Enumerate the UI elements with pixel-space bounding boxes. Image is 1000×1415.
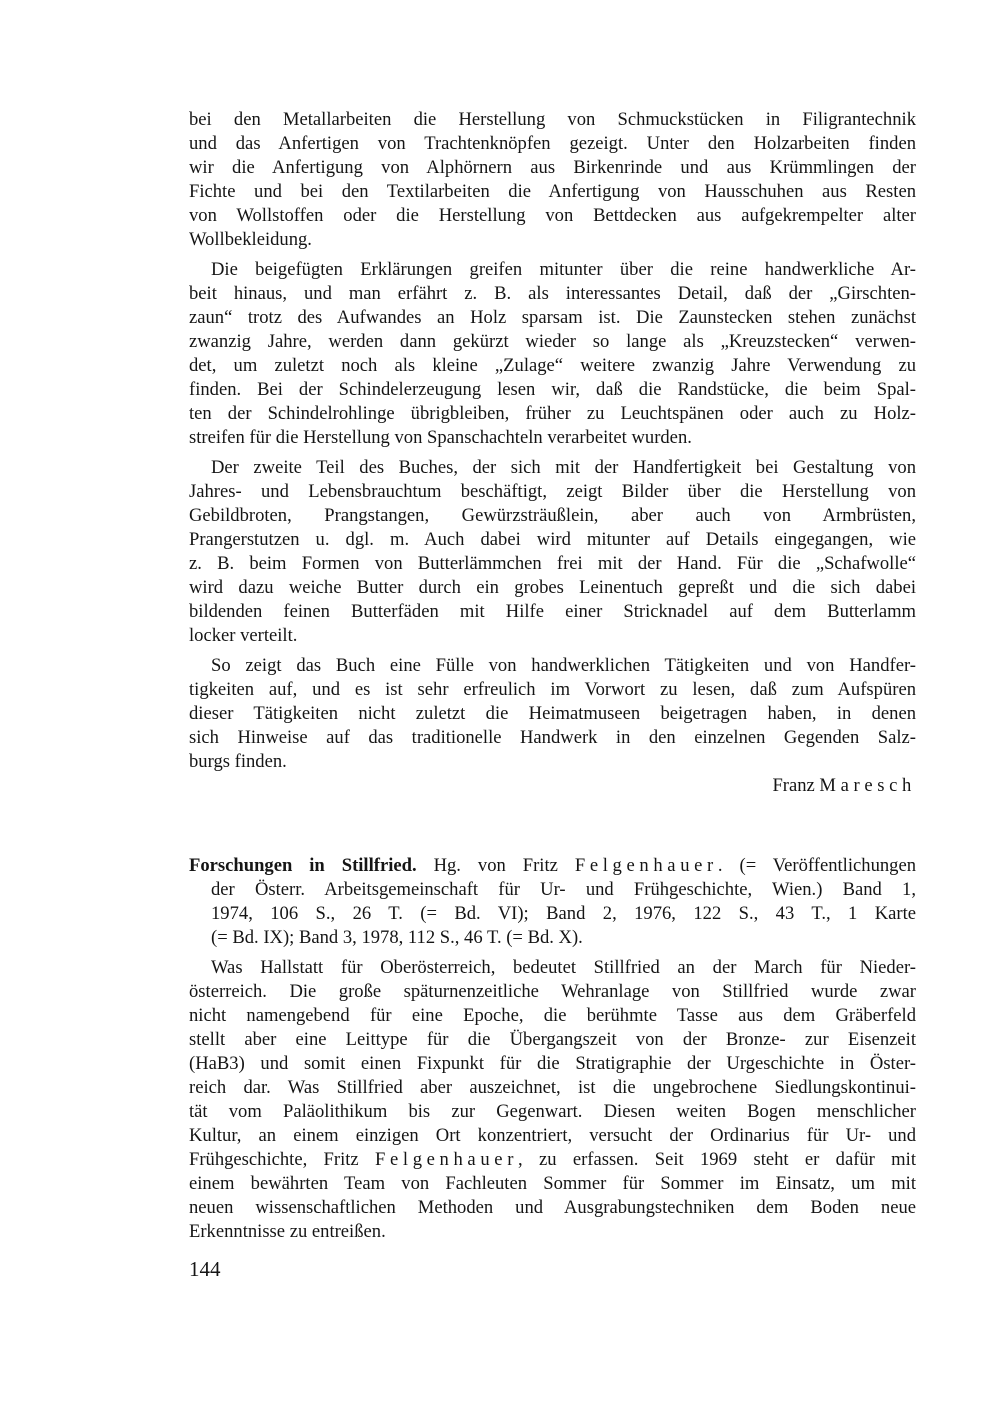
text-line: zwanzig Jahre, werden dann gekürzt wieder so lange als „Kreuzstecken“ verwen-	[189, 331, 916, 352]
text-line: nicht namengebend für eine Epoche, die berühmte Tasse aus dem Gräberfeld	[189, 1005, 916, 1026]
text-line: Erkenntnisse zu entreißen.	[189, 1221, 386, 1242]
text-line: streifen für die Herstellung von Spanschachteln verarbeitet wurden.	[189, 427, 692, 448]
paragraph-erklaerungen	[189, 258, 916, 450]
text-line: tät vom Paläolithikum bis zur Gegenwart. Diesen weiten Bogen menschlicher	[189, 1101, 916, 1122]
author-signature	[189, 774, 916, 798]
text-line: Die beigefügten Erklärungen greifen mitunter über die reine handwerkliche Ar-	[211, 259, 916, 280]
text-line: reich dar. Was Stillfried aber auszeichnet, ist die ungebrochene Siedlungskontinui-	[189, 1077, 916, 1098]
text-line: Wollbekleidung.	[189, 229, 312, 250]
text-line: stellt aber eine Leittype für die Übergangszeit von der Bronze- zur Eisenzeit	[189, 1029, 916, 1050]
text-line: Fichte und bei den Textilarbeiten die Anfertigung von Hausschuhen aus Resten	[189, 181, 916, 202]
text-line: einem bewährten Team von Fachleuten Sommer für Sommer im Einsatz, um mit	[189, 1173, 916, 1194]
paragraph-fazit	[189, 654, 916, 774]
text-block	[189, 108, 916, 1244]
emphasized-name: Felgenhauer	[374, 1149, 519, 1170]
text-line: beit hinaus, und man erfährt z. B. als interessantes Detail, daß der „Girschten-	[189, 283, 916, 304]
text-line: Kultur, an einem einzigen Ort konzentriert, versucht der Ordinarius für Ur- und	[189, 1125, 916, 1146]
text-line: So zeigt das Buch eine Fülle von handwerklichen Tätigkeiten und von Handfer-	[211, 655, 916, 676]
text-line: Jahres- und Lebensbrauchtum beschäftigt, zeigt Bilder über die Herstellung von	[189, 481, 916, 502]
text-line: dieser Tätigkeiten nicht zuletzt die Heimatmuseen beigetragen haben, in denen	[189, 703, 916, 724]
text-line: bildenden feinen Butterfäden mit Hilfe einer Stricknadel auf dem Butterlamm	[189, 601, 916, 622]
text-line: ten der Schindelrohlinge übrigbleiben, früher zu Leuchtspänen oder auch zu Holz-	[189, 403, 916, 424]
text-line: sich Hinweise auf das traditionelle Handwerk in den einzelnen Gegenden Salz-	[189, 727, 916, 748]
text-line: det, um zuletzt noch als kleine „Zulage“ weitere zwanzig Jahre Verwendung zu	[189, 355, 916, 376]
text-line: Forschungen in Stillfried. Hg. von Fritz Felgenhauer. (= Veröffentlichungen	[189, 855, 917, 876]
text-line: (HaB3) und somit einen Fixpunkt für die Stratigraphie der Urgeschichte in Öster-	[189, 1053, 916, 1074]
text-line: Was Hallstatt für Oberösterreich, bedeutet Stillfried an der March für Nieder-	[211, 957, 916, 978]
text-line: Frühgeschichte, Fritz Felgenhauer, zu erfassen. Seit 1969 steht er dafür mit	[189, 1149, 916, 1170]
text-line: von Wollstoffen oder die Herstellung von Bettdecken aus aufgekrempelter alter	[189, 205, 916, 226]
text-line: finden. Bei der Schindelerzeugung lesen wir, daß die Randstücke, die beim Spal-	[189, 379, 916, 400]
text-line: neuen wissenschaftlichen Methoden und Ausgrabungstechniken dem Boden neue	[189, 1197, 916, 1218]
text-line: der Österr. Arbeitsgemeinschaft für Ur- und Frühgeschichte, Wien.) Band 1,	[211, 879, 916, 900]
text-line: 1974, 106 S., 26 T. (= Bd. VI); Band 2, 1976, 122 S., 43 T., 1 Karte	[211, 903, 916, 924]
paragraph-continuation	[189, 108, 916, 252]
page-number: 144	[189, 1257, 221, 1281]
bibliographic-entry	[189, 854, 916, 950]
text-line: burgs finden.	[189, 751, 287, 772]
text-line: Prangerstutzen u. dgl. m. Auch dabei wird mitunter auf Details eingegangen, wie	[189, 529, 916, 550]
text-line: Franz Maresch	[772, 775, 916, 796]
entry-title: Forschungen in Stillfried.	[189, 855, 417, 876]
text-line: (= Bd. IX); Band 3, 1978, 112 S., 46 T. (= Bd. X).	[211, 927, 583, 948]
text-line: österreich. Die große späturnenzeitliche Wehranlage von Stillfried wurde zwar	[189, 981, 916, 1002]
text-line: bei den Metallarbeiten die Herstellung von Schmuckstücken in Filigrantechnik	[189, 109, 916, 130]
text-line: Der zweite Teil des Buches, der sich mit der Handfertigkeit bei Gestaltung von	[211, 457, 916, 478]
paragraph-zweiter-teil	[189, 456, 916, 648]
emphasized-name: Maresch	[819, 775, 916, 796]
emphasized-name: Felgenhauer	[574, 855, 718, 876]
text-line: tigkeiten auf, und es ist sehr erfreulich im Vorwort zu lesen, daß zum Aufspüren	[189, 679, 916, 700]
text-line: wir die Anfertigung von Alphörnern aus Birkenrinde und aus Krümmlingen der	[189, 157, 916, 178]
text-line: und das Anfertigen von Trachtenknöpfen gezeigt. Unter den Holzarbeiten finden	[189, 133, 916, 154]
text-line: Gebildbroten, Prangstangen, Gewürzsträußlein, aber auch von Armbrüsten,	[189, 505, 916, 526]
text-line: zaun“ trotz des Aufwandes an Holz sparsam ist. Die Zaunstecken stehen zunächst	[189, 307, 916, 328]
text-line: locker verteilt.	[189, 625, 298, 646]
text-line: z. B. beim Formen von Butterlämmchen frei mit der Hand. Für die „Schafwolle“	[189, 553, 916, 574]
text-line: wird dazu weiche Butter durch ein grobes Leinentuch gepreßt und die sich dabei	[189, 577, 916, 598]
paragraph-stillfried-review	[189, 956, 916, 1244]
